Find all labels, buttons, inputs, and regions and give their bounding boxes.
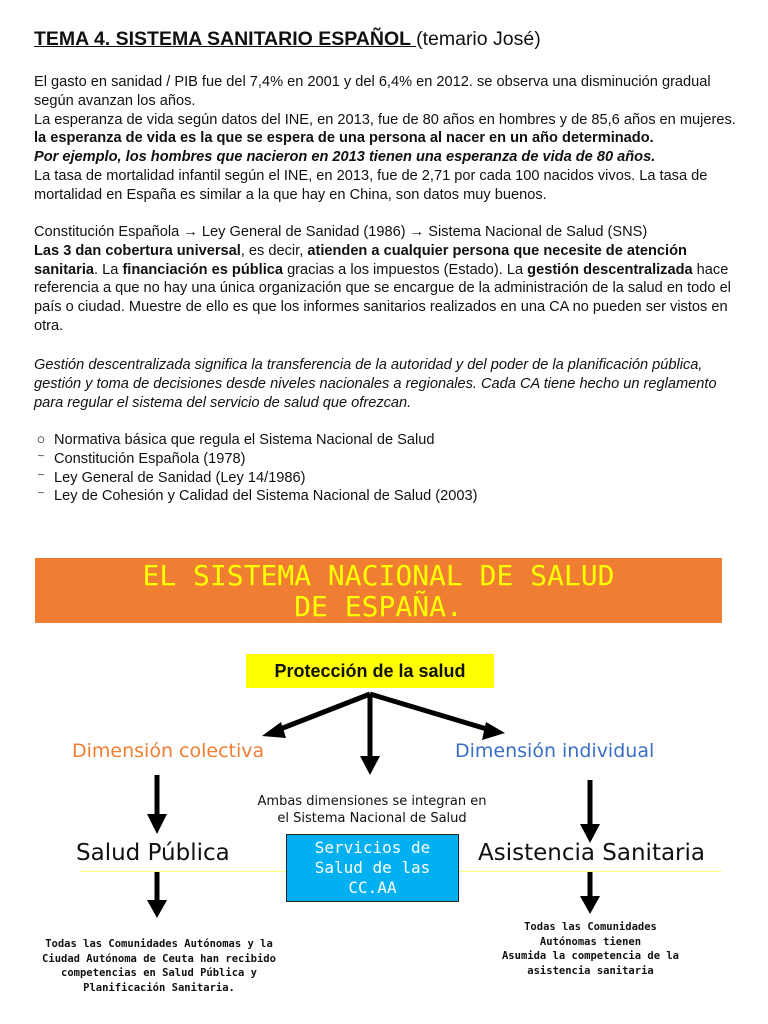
- servicios-line: Salud de las: [314, 858, 431, 877]
- arrowhead-colectiva: [147, 814, 167, 834]
- text-financiacion: financiación es pública: [122, 261, 284, 278]
- title-suffix: (temario José): [416, 28, 541, 50]
- arrowhead-asistencia: [580, 896, 600, 914]
- text-fragment: gracias a los impuestos (Estado). La: [283, 261, 528, 278]
- text-atienden: atienden a cualquier persona que necesite de atención sanitaria: [34, 242, 687, 278]
- dimension-colectiva: Dimensión colectiva: [72, 740, 265, 762]
- note-line: asistencia sanitaria: [527, 964, 654, 977]
- arrowhead-right: [482, 722, 505, 740]
- dash-bullet-icon: ⁻: [37, 469, 45, 486]
- note-line: Autónomas tienen: [539, 935, 642, 948]
- dimension-individual: Dimensión individual: [455, 740, 655, 762]
- banner-line-1: EL SISTEMA NACIONAL DE SALUD: [142, 559, 615, 592]
- arrowhead-salud-publica: [147, 900, 167, 918]
- arrow-left-diagonal: [270, 694, 370, 733]
- title-bold: TEMA 4. SISTEMA SANITARIO ESPAÑOL: [34, 28, 417, 50]
- text-gasto: El gasto en sanidad / PIB fue del 7,4% en 2001 y del 6,4% en 2012. se observa una disminución gradual según avanzan los años.: [34, 74, 711, 109]
- note-line: Todas las Comunidades: [524, 921, 657, 933]
- asistencia-sanitaria-label: Asistencia Sanitaria: [478, 840, 705, 866]
- note-line: Asumida la competencia de la: [501, 950, 679, 962]
- circle-bullet-icon: ○: [36, 432, 46, 448]
- text-chain: Constitución Española → Ley General de Sanidad (1986) → Sistema Nacional de Salud (SNS): [34, 224, 648, 240]
- arrow-right-diagonal: [370, 694, 490, 730]
- salud-publica-label: Salud Pública: [76, 840, 230, 866]
- text-esperanza-def: la esperanza de vida es la que se espera de una persona al nacer en un año determinado.: [34, 130, 654, 147]
- text-fragment: , es decir,: [240, 242, 308, 259]
- ambas-dimensiones-note: Ambas dimensiones se integran en el Sistema Nacional de Salud: [257, 794, 487, 826]
- list-item-text: Constitución Española (1978): [54, 450, 246, 467]
- banner-line-2: DE ESPAÑA.: [294, 590, 463, 623]
- servicios-line: Servicios de: [314, 838, 431, 857]
- list-item-text: Normativa básica que regula el Sistema Nacional de Salud: [54, 432, 435, 448]
- note-salud-publica: Todas las Comunidades Autónomas y la Ciudad Autónoma de Ceuta han recibido competencias en Salud Pública y Planificación Sanitaria.: [42, 938, 276, 994]
- dash-bullet-icon: ⁻: [37, 488, 45, 505]
- text-esperanza: La esperanza de vida según datos del INE, en 2013, fue de 80 años en hombres y de 85,6 años en mujeres.: [34, 111, 736, 128]
- servicios-line: CC.AA: [348, 878, 397, 897]
- dash-bullet-icon: ⁻: [37, 450, 45, 467]
- arrowhead-center: [360, 756, 380, 775]
- text-mortalidad: La tasa de mortalidad infantil según el INE, en 2013, fue de 2,71 por cada 100 nacidos vivos. La tasa de mortalidad en España es similar a la que hay en China, son datos muy buenos.: [34, 167, 708, 203]
- text-gestion: gestión descentralizada: [527, 261, 693, 278]
- text-fragment: . La: [94, 261, 123, 278]
- text-gestion-def: Gestión descentralizada significa la transferencia de la autoridad y del poder de la planificación pública, gestión y toma de decisiones desde niveles nacionales a regionales. Cada CA tiene hecho un reglamento para regular el sistema del servicio de salud que ofrezcan.: [34, 357, 717, 411]
- note-asistencia: [488, 920, 693, 978]
- proteccion-salud-box: Protección de la salud: [246, 654, 494, 688]
- servicios-salud-box: [286, 834, 459, 902]
- text-fragment: hace referencia a que no hay una única organización que se encargue de la administración de la salud en todo el país o ciudad. Muestre de ello es que los informes sanitarios realizados en una CA no pueden ser vistos en otra.: [34, 261, 731, 334]
- arrowhead-left: [262, 722, 286, 738]
- text-ejemplo: Por ejemplo, los hombres que nacieron en 2013 tienen una esperanza de vida de 80 años.: [34, 149, 656, 166]
- text-cobertura: Las 3 dan cobertura universal: [34, 242, 241, 259]
- list-item-text: Ley de Cohesión y Calidad del Sistema Nacional de Salud (2003): [54, 488, 478, 505]
- list-item-text: Ley General de Sanidad (Ley 14/1986): [54, 469, 306, 486]
